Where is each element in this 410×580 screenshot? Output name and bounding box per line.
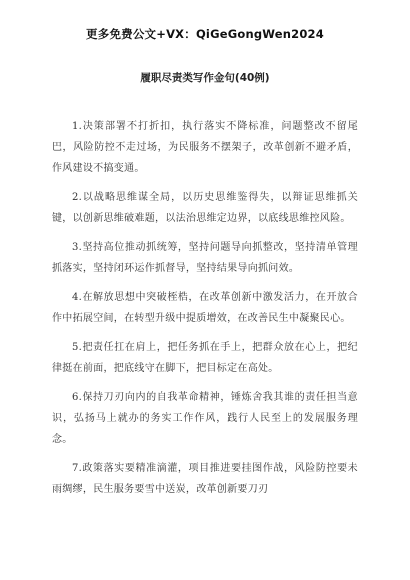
paragraph-4: 4.在解放思想中突破桎梏，在改革创新中激发活力，在开放合作中拓展空间，在转型升级中提质增效，在改善民生中凝聚民心。	[52, 292, 358, 324]
document-title: 履职尽责类写作金句(40例)	[140, 72, 270, 84]
paragraph-3: 3.坚持高位推动抓统筹，坚持问题导向抓整改，坚持清单管理抓落实，坚持闭环运作抓督导，坚持结果导向抓问效。	[52, 242, 358, 274]
paragraph-2: 2.以战略思维谋全局，以历史思维鉴得失，以辩证思维抓关键，以创新思维破难题，以法治思维定边界，以底线思维控风险。	[52, 192, 358, 224]
paragraph-1: 1.决策部署不打折扣，执行落实不降标准，问题整改不留尾巴，风险防控不走过场，为民服务不摆架子，改革创新不避矛盾，作风建设不搞变通。	[52, 121, 358, 174]
paragraph-7: 7.政策落实要精准滴灌，项目推进要挂图作战，风险防控要未雨绸缪，民生服务要雪中送炭，改革创新要刀刃	[52, 463, 358, 495]
paragraph-6: 6.保持刀刃向内的自我革命精神，锤炼舍我其谁的责任担当意识，弘扬马上就办的务实工作作风，践行人民至上的发展服务理念。	[52, 392, 358, 445]
page-header: 更多免费公文+VX：QiGeGongWen2024	[86, 27, 324, 41]
paragraph-5: 5.把责任扛在肩上，把任务抓在手上，把群众放在心上，把纪律挺在前面，把底线守在脚下，把目标定在高处。	[52, 342, 358, 374]
document-body	[52, 116, 358, 508]
